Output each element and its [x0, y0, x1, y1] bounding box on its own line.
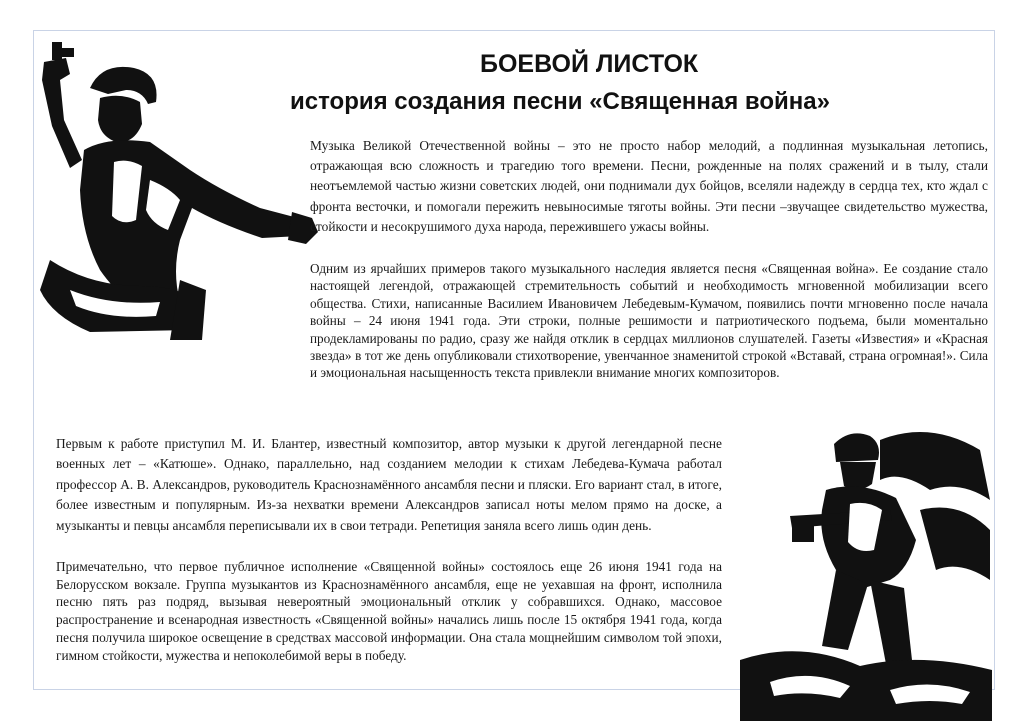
- paragraph-first-performance: Примечательно, что первое публичное исполнение «Священной войны» состоялось еще 26 июня 1941 года на Белорусском вокзале. Группа музыкантов из Краснознамённого ансамбля, еще не уехавшая на фронт, исполнила песню пять раз подряд, вызывая невероятный эмоциональный отклик у собравшихся. Однако, массовое распространение и всенародная известность «Священной войны» начались лишь после 15 октября 1941 года, когда песня получила широкое освещение в средствах массовой информации. Она стала мощнейшим символом той эпохи, гимном стойкости, мужества и непоколебимой веры в победу.: [56, 559, 722, 663]
- paragraph-song-origin: Одним из ярчайших примеров такого музыкального наследия является песня «Священная война». Ее создание стало настоящей легендой, отражающей стремительность событий и необходимость мгновенной мобилизации всего общества. Стихи, написанные Василием Ивановичем Лебедевым-Кумачом, появились почти мгновенно после начала войны – 24 июня 1941 года. Эти строки, полные решимости и патриотического подъема, были моментально продекламированы по радио, сразу же найдя отклик в сердцах миллионов слушателей. Газеты «Известия» и «Красная звезда» в тот же день опубликовали стихотворение, увенчанное знаменитой строкой «Вставай, страна огромная!». Сила и эмоциональная насыщенность текста привлекли внимание многих композиторов.: [310, 261, 988, 381]
- soldier-with-rifle-illustration: [740, 420, 992, 721]
- page-title: БОЕВОЙ ЛИСТОК: [480, 50, 699, 78]
- soldier-with-pistol-illustration: [30, 40, 320, 340]
- paragraph-composers: Первым к работе приступил М. И. Блантер, известный композитор, автор музыки к другой легендарной песне военных лет – «Катюше». Однако, параллельно, над созданием мелодии к стихам Лебедева-Кумача работал профессор А. В. Александров, руководитель Краснознамённого ансамбля песни и пляски. Его вариант стал, в итоге, более известным и популярным. Из-за нехватки времени Александров записал ноты мелом прямо на доске, а музыканты и певцы ансамбля переписывали их в свои тетради. Репетиция заняла всего лишь один день.: [56, 436, 722, 533]
- page-subtitle: история создания песни «Священная война»: [290, 88, 830, 115]
- paragraph-intro: Музыка Великой Отечественной войны – это не просто набор мелодий, а подлинная музыкальная летопись, отражающая всю сложность и трагедию того времени. Песни, рожденные на полях сражений и в тылу, стали неотъемлемой частью жизни советских людей, они поднимали дух бойцов, вселяли надежду в сердца тех, кто ждал с фронта весточки, и помогали пережить невыносимые тяготы войны. Эти песни –звучащее свидетельство мужества, стойкости и несокрушимого духа народа, пережившего ужасы войны.: [310, 138, 988, 234]
